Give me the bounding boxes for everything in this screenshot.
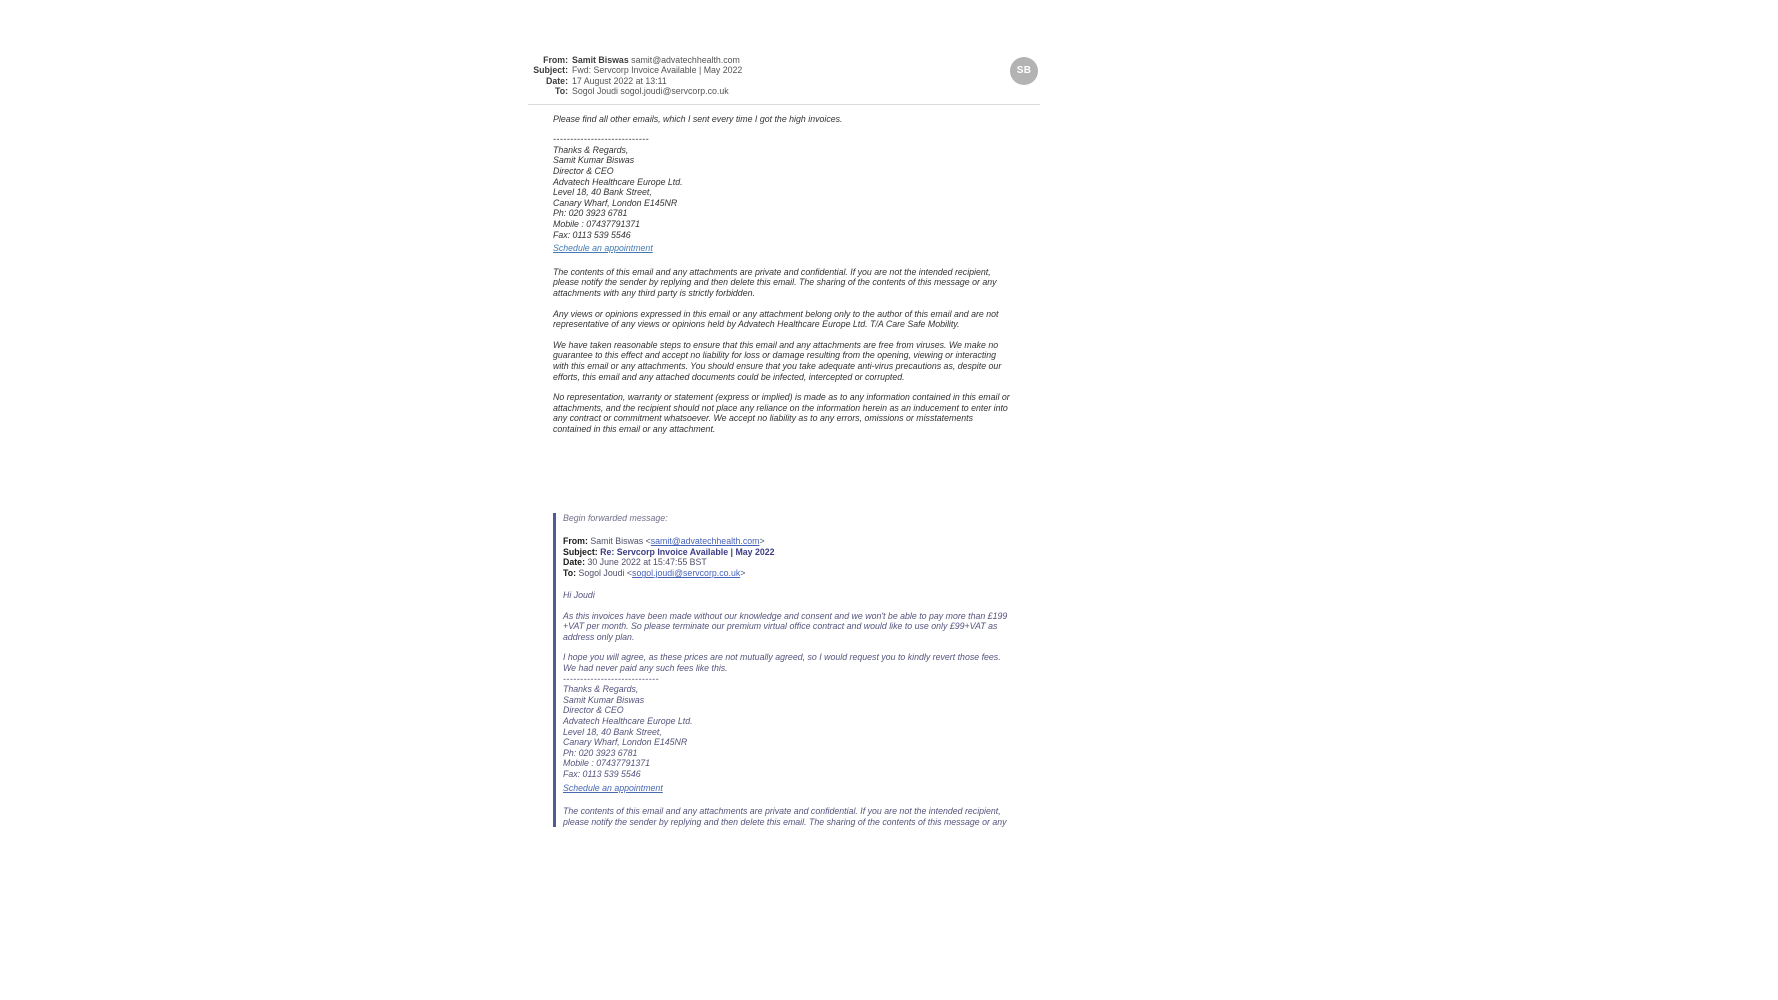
text-line: We have taken reasonable steps to ensure that this email and any attachments are free from viruses. We make no [553, 339, 999, 350]
forwarded-paragraph-1 [563, 611, 1045, 643]
signature-separator: ---------------------------- [553, 134, 650, 145]
forwarded-subject-label: Subject: [563, 546, 598, 557]
forwarded-from-row [563, 536, 1045, 547]
forwarded-signature-block [563, 684, 1045, 779]
text-line: efforts, this email and any attached documents could be infected, intercepted or corrupted. [553, 371, 905, 382]
text-line: Thanks & Regards, [553, 144, 629, 155]
text-line: +VAT per month. So please terminate our premium virtual office contract and would like to use only £99+VAT as [563, 621, 998, 632]
text-line: with this email or any attachments. You should ensure that you take adequate anti-virus precautions as, despite our [553, 360, 1002, 371]
sender-avatar: SB [1010, 57, 1038, 85]
from-name: Samit Biswas [572, 55, 629, 65]
disclaimer-paragraph-4 [553, 392, 1043, 434]
text-line: Level 18, 40 Bank Street, [563, 726, 662, 737]
to-value[interactable]: Sogol Joudi sogol.joudi@servcorp.co.uk [572, 86, 729, 97]
forwarded-paragraph-2 [563, 652, 1045, 673]
forwarded-from-email-link[interactable]: samit@advatechhealth.com [650, 535, 760, 546]
disclaimer-paragraph-1 [553, 267, 1043, 299]
signature-block [553, 145, 1043, 240]
text-line: Advatech Healthcare Europe Ltd. [553, 176, 683, 187]
forwarded-date-value: 30 June 2022 at 15:47:55 BST [587, 557, 707, 568]
forwarded-to-row [563, 568, 1045, 579]
forwarded-to-email-link[interactable]: sogol.joudi@servcorp.co.uk [632, 568, 741, 579]
forwarded-from-post: > [759, 535, 765, 546]
forwarded-signature-separator: ---------------------------- [563, 673, 660, 684]
text-line: representative of any views or opinions held by Advatech Healthcare Europe Ltd. T/A Care Safe Mobility. [553, 319, 960, 330]
forwarded-from-pre: Samit Biswas < [590, 535, 651, 546]
forwarded-from-label: From: [563, 535, 588, 546]
text-line: Fax: 0113 539 5546 [553, 229, 631, 240]
header-divider [528, 104, 1040, 105]
text-line: Fax: 0113 539 5546 [563, 768, 641, 779]
text-line: please notify the sender by replying and then delete this email. The sharing of the contents of this message or any [563, 816, 1007, 827]
text-line: Canary Wharf, London E145NR [553, 197, 678, 208]
schedule-appointment-link[interactable]: Schedule an appointment [553, 243, 653, 254]
forwarded-to-label: To: [563, 568, 577, 579]
text-line: contained in this email or any attachment. [553, 423, 716, 434]
text-line: address only plan. [563, 631, 635, 642]
intro-paragraph: Please find all other emails, which I sent every time I got the high invoices. [553, 113, 843, 124]
forwarded-to-pre: Sogol Joudi < [578, 568, 633, 579]
subject-value: Fwd: Servcorp Invoice Available | May 2022 [572, 65, 743, 76]
begin-forwarded-label: Begin forwarded message: [563, 513, 668, 524]
text-line: any contract or commitment whatsoever. We accept no liability as to any errors, omissions or misstatements [553, 413, 973, 424]
forwarded-greeting: Hi Joudi [563, 590, 595, 601]
date-label: Date: [546, 75, 568, 86]
message-body [553, 114, 1043, 435]
header-fields [528, 55, 988, 97]
text-line: Canary Wharf, London E145NR [563, 737, 688, 748]
forwarded-disclaimer-paragraph [563, 806, 1045, 827]
text-line: The contents of this email and any attachments are private and confidential. If you are not the intended recipient, [553, 266, 991, 277]
from-label: From: [543, 55, 568, 65]
forwarded-schedule-appointment-link[interactable]: Schedule an appointment [563, 782, 663, 793]
text-line: As this invoices have been made without our knowledge and consent and we won't be able to pay more than £199 [563, 610, 1008, 621]
forwarded-to-post: > [740, 568, 746, 579]
email-message [528, 55, 1048, 830]
text-line: Mobile : 07437791371 [553, 218, 641, 229]
forwarded-subject-value: Re: Servcorp Invoice Available | May 2022 [600, 546, 775, 557]
forwarded-header [563, 536, 1045, 579]
disclaimer-paragraph-3 [553, 340, 1043, 382]
text-line: Ph: 020 3923 6781 [553, 208, 628, 219]
text-line: Thanks & Regards, [563, 684, 639, 695]
text-line: Ph: 020 3923 6781 [563, 747, 638, 758]
date-value: 17 August 2022 at 13:11 [572, 75, 667, 86]
text-line: Mobile : 07437791371 [563, 758, 651, 769]
text-line: I hope you will agree, as these prices are not mutually agreed, so I would request you to kindly revert those fees. [563, 652, 1001, 663]
text-line: We had never paid any such fees like this. [563, 663, 728, 674]
text-line: attachments, and the recipient should not place any reliance on the information herein as an inducement to enter into [553, 402, 1008, 413]
text-line: Director & CEO [553, 166, 614, 176]
message-header [528, 55, 1048, 105]
text-line: Samit Kumar Biswas [563, 694, 645, 705]
text-line: please notify the sender by replying and then delete this email. The sharing of the contents of this message or any [553, 277, 997, 288]
forwarded-body [563, 590, 1045, 827]
text-line: Advatech Healthcare Europe Ltd. [563, 716, 693, 726]
text-line: The contents of this email and any attachments are private and confidential. If you are not the intended recipient, [563, 806, 1001, 817]
forwarded-message-quote [553, 513, 1045, 827]
from-value [572, 55, 988, 65]
text-line: guarantee to this effect and accept no liability for loss or damage resulting from the opening, viewing or interacting [553, 350, 997, 361]
to-label: To: [554, 86, 568, 97]
text-line: No representation, warranty or statement (express or implied) is made as to any information contained in this email or [553, 392, 1010, 403]
text-line: attachments with any third party is strictly forbidden. [553, 287, 755, 298]
text-line: Samit Kumar Biswas [553, 155, 635, 166]
from-email[interactable]: samit@advatechhealth.com [631, 55, 740, 65]
text-line: Level 18, 40 Bank Street, [553, 187, 652, 198]
forwarded-date-label: Date: [563, 557, 585, 568]
text-line: Director & CEO [563, 705, 624, 716]
forwarded-subject-row [563, 547, 1045, 558]
subject-label: Subject: [533, 65, 568, 76]
forwarded-date-row [563, 557, 1045, 568]
disclaimer-paragraph-2 [553, 309, 1043, 330]
text-line: Any views or opinions expressed in this email or any attachment belong only to the author of this email and are not [553, 308, 999, 319]
